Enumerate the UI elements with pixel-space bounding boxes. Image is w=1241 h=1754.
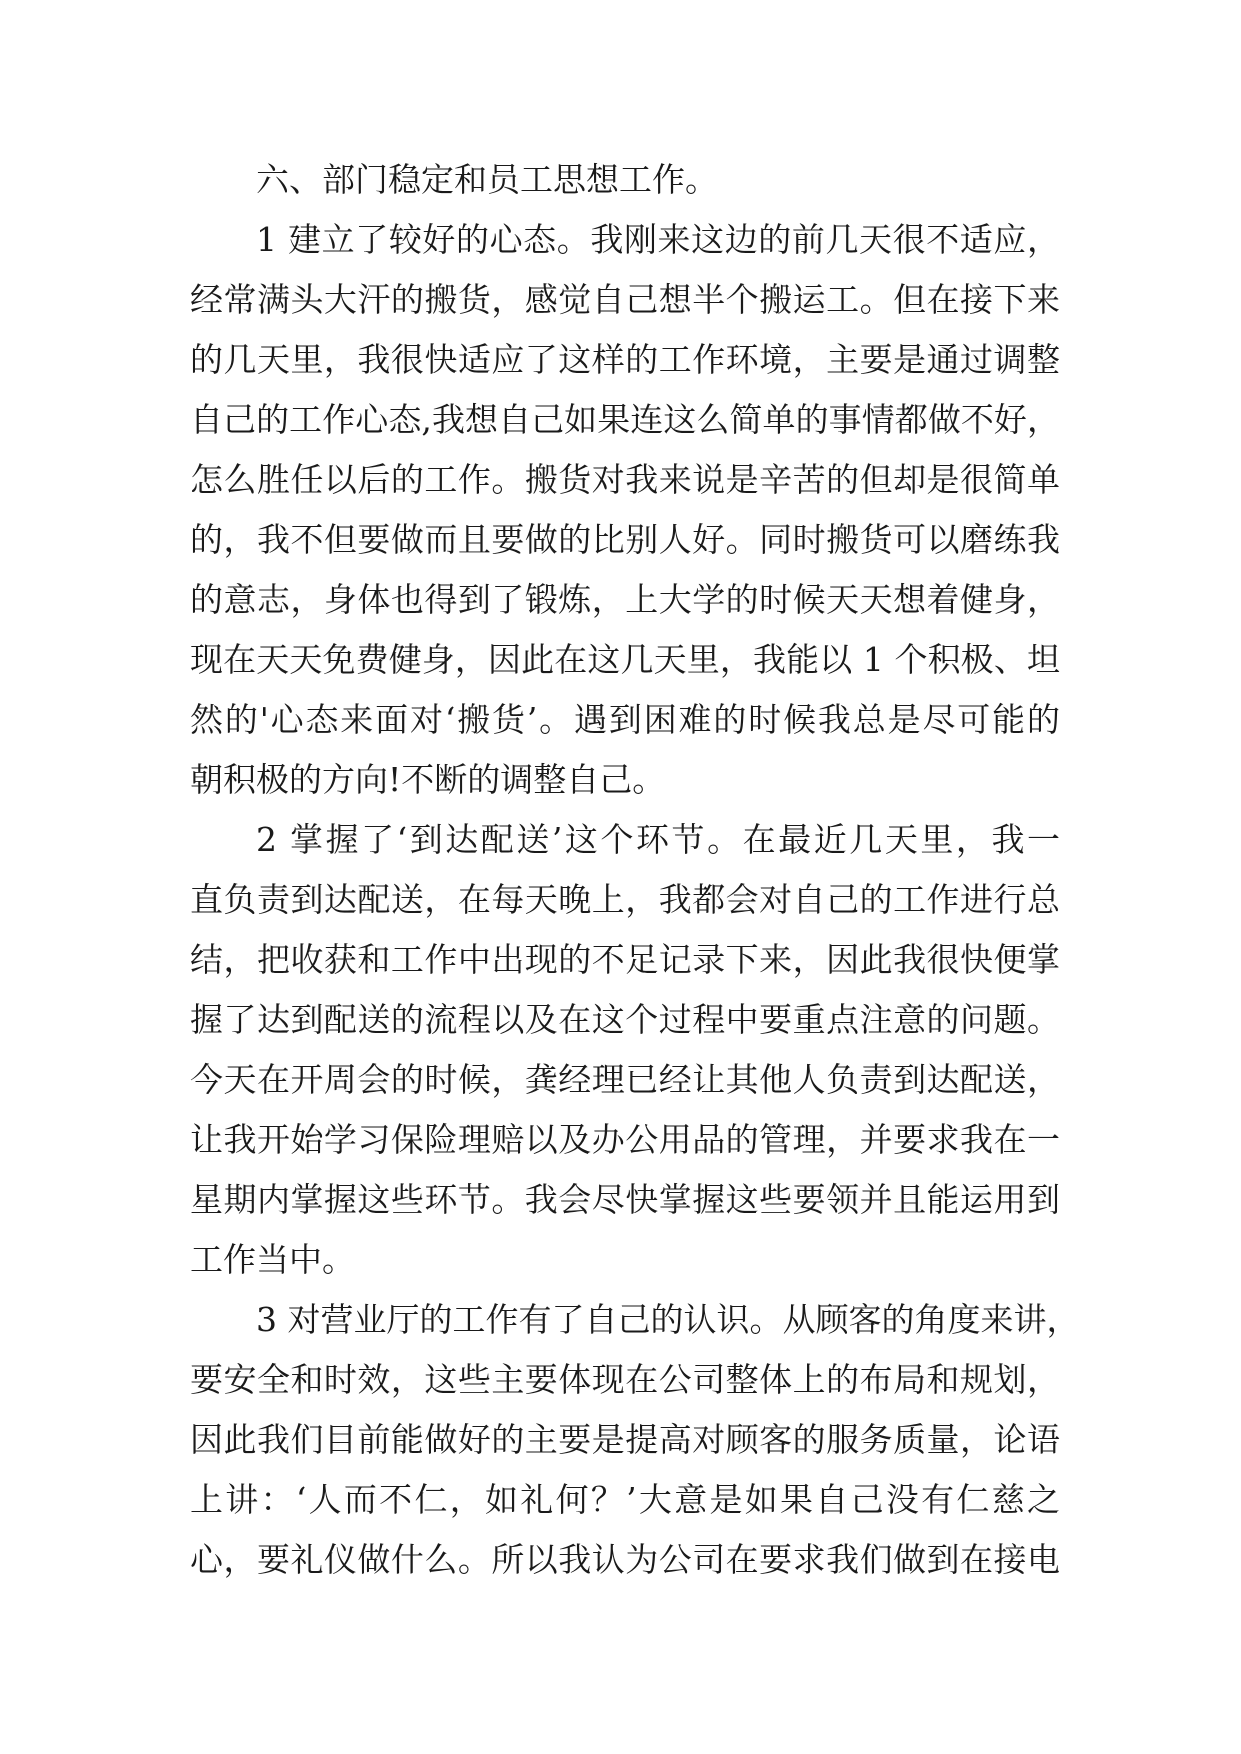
paragraph-line: 工作当中。 [190,1240,355,1279]
paragraph-line: 上讲：‘人而不仁，如礼何？’大意是如果自己没有仁慈之 [190,1480,1060,1519]
paragraph-1 [190,210,1060,810]
paragraph-line: 然的'心态来面对‘搬货’。遇到困难的时候我总是尽可能的 [190,700,1060,739]
paragraph-3 [190,1290,1080,1590]
document-page [190,150,1080,1590]
paragraph-line: 怎么胜任以后的工作。搬货对我来说是辛苦的但却是很简单 [190,460,1060,499]
paragraph-line: 2 掌握了‘到达配送’这个环节。在最近几天里，我一 [256,820,1060,859]
paragraph-line: 1 建立了较好的心态。我刚来这边的前几天很不适应， [256,220,1060,259]
paragraph-line: 结，把收获和工作中出现的不足记录下来，因此我很快便掌 [190,940,1060,979]
paragraph-line: 握了达到配送的流程以及在这个过程中要重点注意的问题。 [190,1000,1060,1039]
paragraph-line: 星期内掌握这些环节。我会尽快掌握这些要领并且能运用到 [190,1180,1060,1219]
paragraph-line: 的，我不但要做而且要做的比别人好。同时搬货可以磨练我 [190,520,1060,559]
section-heading: 六、部门稳定和员工思想工作。 [256,160,718,199]
paragraph-line: 的几天里，我很快适应了这样的工作环境，主要是通过调整 [190,340,1060,379]
paragraph-line: 经常满头大汗的搬货，感觉自己想半个搬运工。但在接下来 [190,280,1060,319]
paragraph-line: 让我开始学习保险理赔以及办公用品的管理，并要求我在一 [190,1120,1060,1159]
paragraph-line: 心，要礼仪做什么。所以我认为公司在要求我们做到在接电 [190,1540,1060,1579]
paragraph-line: 朝积极的方向!不断的调整自己。 [190,760,666,799]
paragraph-2 [190,810,1060,1290]
paragraph-line: 自己的工作心态,我想自己如果连这么简单的事情都做不好， [190,400,1060,439]
paragraph-line: 因此我们目前能做好的主要是提高对顾客的服务质量，论语 [190,1420,1060,1459]
paragraph-line: 今天在开周会的时候，龚经理已经让其他人负责到达配送， [190,1060,1060,1099]
paragraph-line: 直负责到达配送，在每天晚上，我都会对自己的工作进行总 [190,880,1060,919]
paragraph-line: 3 对营业厅的工作有了自己的认识。从顾客的角度来讲， [256,1300,1080,1339]
paragraph-line: 现在天天免费健身，因此在这几天里，我能以 1 个积极、坦 [190,640,1060,679]
paragraph-line: 要安全和时效，这些主要体现在公司整体上的布局和规划， [190,1360,1060,1399]
paragraph-line: 的意志，身体也得到了锻炼，上大学的时候天天想着健身， [190,580,1060,619]
